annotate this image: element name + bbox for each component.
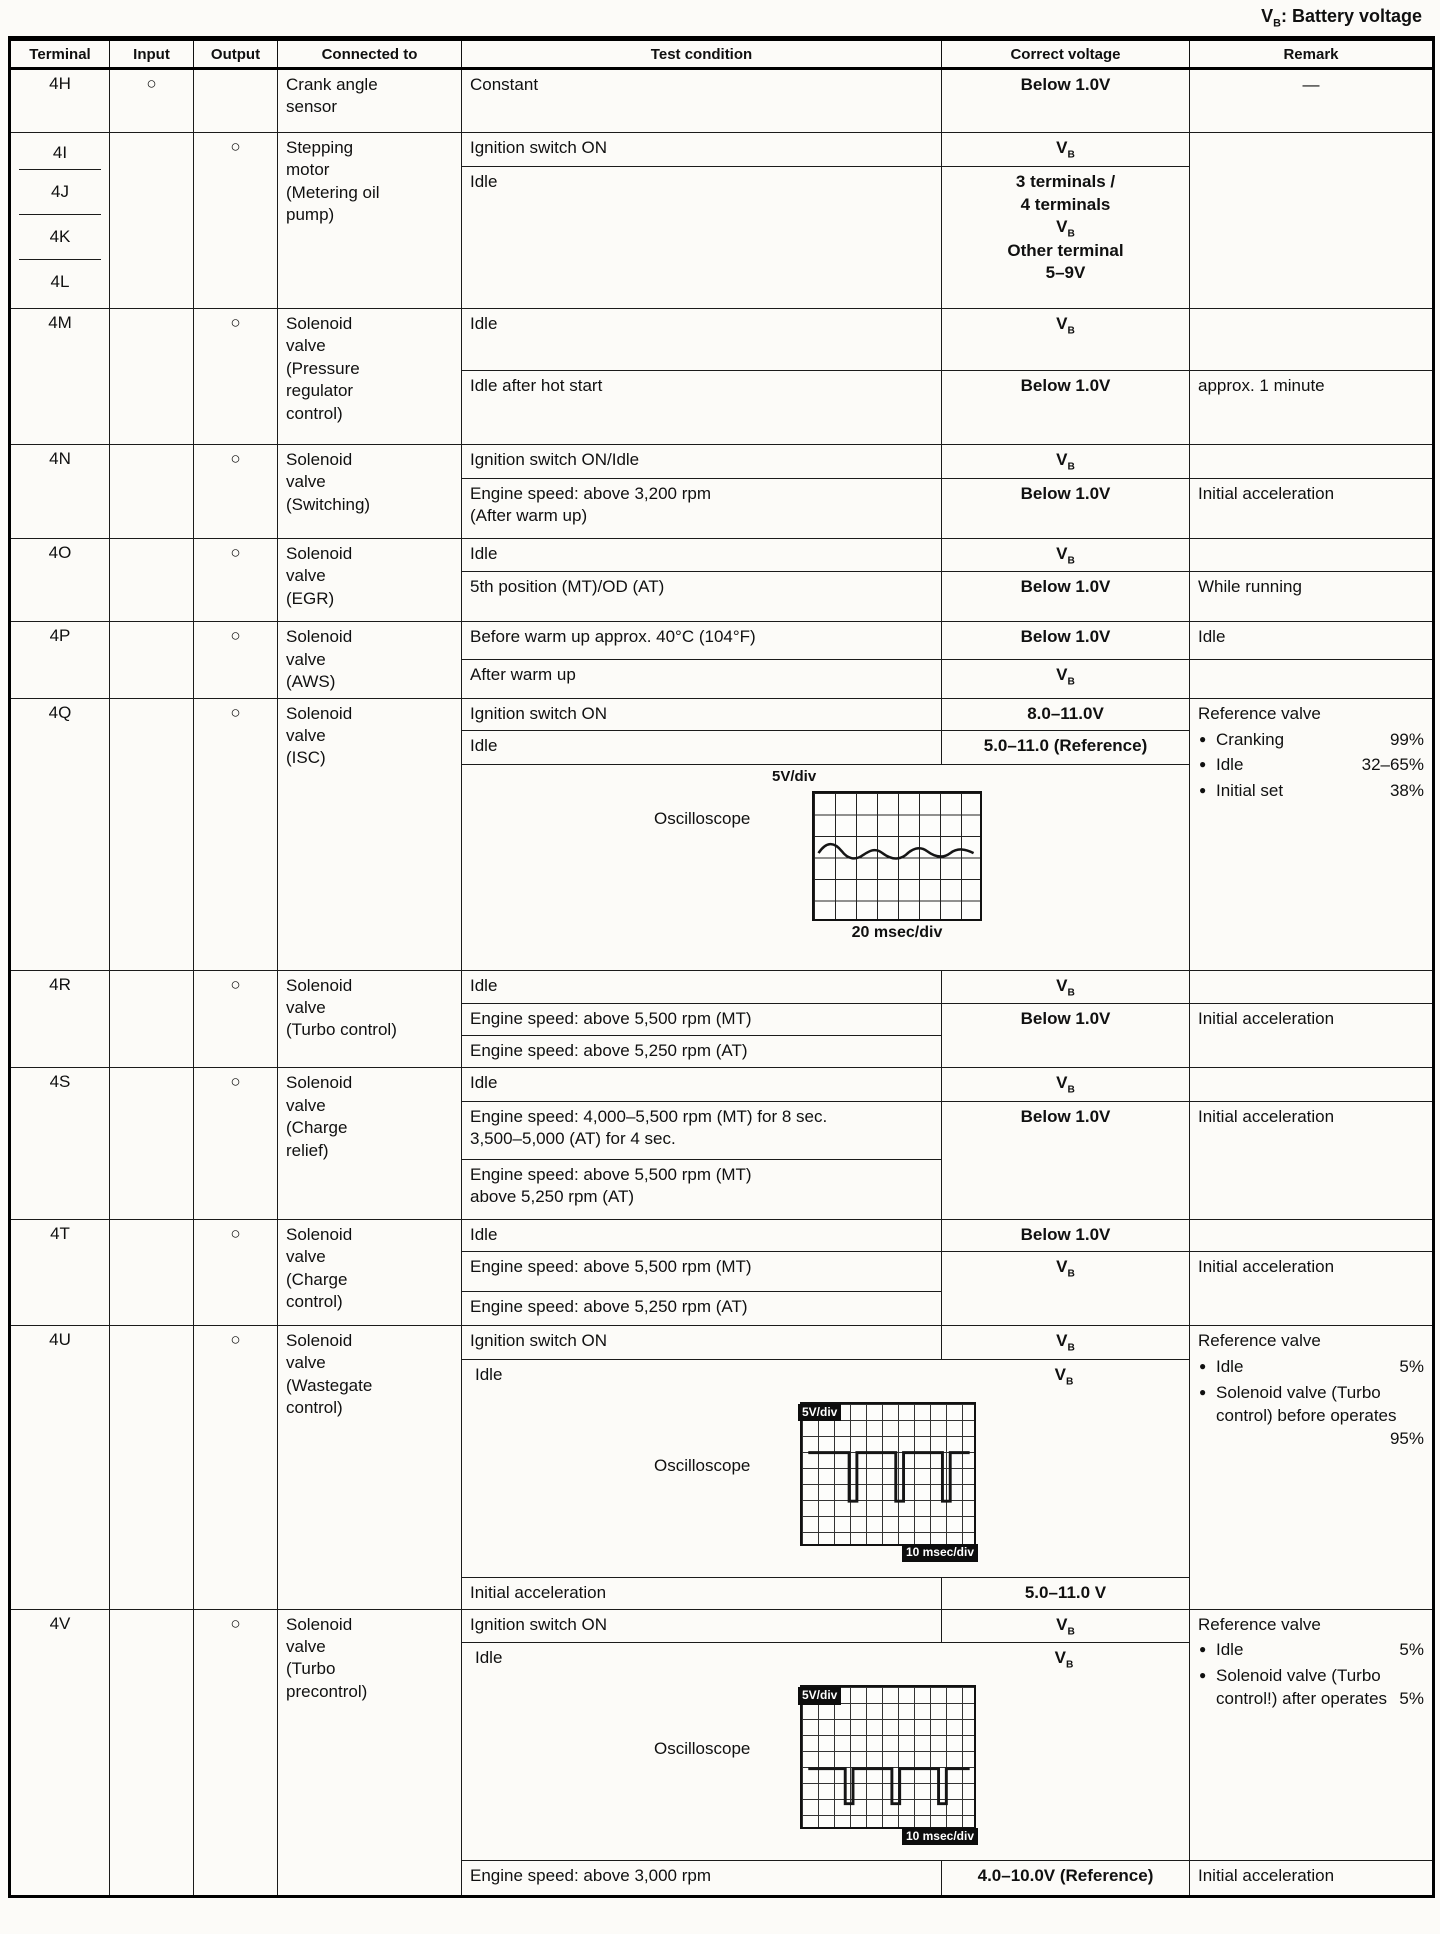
remark-4v-3: Initial acceleration: [1190, 1861, 1434, 1897]
condition-4u-3: Initial acceleration: [462, 1577, 942, 1609]
remark-item: ● Idle 32–65%: [1199, 755, 1424, 775]
voltage-4o-1: [942, 538, 1190, 572]
circle-mark-icon: ○: [230, 1329, 241, 1349]
condition-4h: Constant: [462, 69, 942, 133]
remark-4i-empty: [1190, 133, 1434, 309]
voltage-4m-1: [942, 309, 1190, 371]
col-header-terminal: Terminal: [10, 39, 110, 69]
voltage-4h: Below 1.0V: [942, 69, 1190, 133]
oscilloscope-label: Oscilloscope: [654, 808, 751, 828]
condition-4s-2: Engine speed: 4,000–5,500 rpm (MT) for 8 sec. 3,500–5,000 (AT) for 4 sec.: [462, 1101, 942, 1159]
bullet-icon: ●: [1199, 757, 1207, 772]
terminal-4i-4l: [10, 133, 110, 309]
circle-mark-icon: ○: [230, 1613, 241, 1633]
condition-4m-1: Idle: [462, 309, 942, 371]
row-4n-1: [10, 445, 1434, 479]
voltage-4v-3: 4.0–10.0V (Reference): [942, 1861, 1190, 1897]
voltage-4i-2: 3 terminals / 4 terminals $V_B$ Other terminal 5–9V: [942, 167, 1190, 309]
oscilloscope-waveform: [814, 793, 980, 919]
input-mark-4h: [110, 69, 194, 133]
connected-4r: Solenoid valve (Turbo control): [278, 970, 462, 1068]
remark-item: ● Solenoid valve (Turbo control) before operates 95%: [1199, 1382, 1424, 1448]
oscilloscope-waveform: [802, 1687, 974, 1827]
condition-4o-1: Idle: [462, 538, 942, 572]
row-4v-1: [10, 1609, 1434, 1643]
remark-4t-1-empty: [1190, 1219, 1434, 1251]
oscilloscope-row-4u: [462, 1359, 1190, 1577]
condition-4s-1: Idle: [462, 1068, 942, 1102]
remark-4n-1-empty: [1190, 445, 1434, 479]
table-header-row: [10, 39, 1434, 69]
row-4s-1: [10, 1068, 1434, 1102]
remark-4h: —: [1190, 69, 1434, 133]
voltage-4q-2: 5.0–11.0 (Reference): [942, 730, 1190, 764]
condition-4r-2: Engine speed: above 5,500 rpm (MT): [462, 1004, 942, 1036]
circle-mark-icon: ○: [230, 313, 241, 332]
condition-4q-1: Ignition switch ON: [462, 698, 942, 730]
condition-4m-2: Idle after hot start: [462, 371, 942, 445]
condition-4u-2: Idle: [475, 1364, 503, 1384]
voltage-4n-2: Below 1.0V: [942, 478, 1190, 538]
voltage-4u-2: [942, 1365, 1186, 1387]
circle-mark-icon: ○: [230, 137, 241, 156]
input-4o-empty: [110, 538, 194, 622]
connected-4i: Stepping motor (Metering oil pump): [278, 133, 462, 309]
terminal-4p: 4P: [10, 622, 110, 698]
condition-4p-2: After warm up: [462, 660, 942, 698]
col-header-input: Input: [110, 39, 194, 69]
voltage-4q-1: 8.0–11.0V: [942, 698, 1190, 730]
vb-symbol: $V_B$: [1056, 314, 1075, 337]
voltage-4s-1: [942, 1068, 1190, 1102]
output-mark-4i: [194, 133, 278, 309]
condition-4q-2: Idle: [462, 730, 942, 764]
oscilloscope-grid: [812, 791, 982, 921]
condition-4s-3: Engine speed: above 5,500 rpm (MT) above 5,250 rpm (AT): [462, 1159, 942, 1219]
vb-symbol: $V_B$: [1261, 6, 1281, 30]
connected-4p: Solenoid valve (AWS): [278, 622, 462, 698]
row-4o-1: [10, 538, 1434, 572]
row-4q-1: [10, 698, 1434, 730]
voltage-4r-1: [942, 970, 1190, 1004]
output-4h-empty: [194, 69, 278, 133]
output-mark-4o: [194, 538, 278, 622]
row-4r-1: [10, 970, 1434, 1004]
oscilloscope-display: [800, 1402, 976, 1559]
input-4v-empty: [110, 1609, 194, 1897]
output-mark-4v: [194, 1609, 278, 1897]
circle-mark-icon: ○: [230, 974, 241, 994]
voltage-4o-2: Below 1.0V: [942, 572, 1190, 622]
terminal-4h: 4H: [10, 69, 110, 133]
remark-item: ● Solenoid valve (Turbo control!) after operates 5%: [1199, 1666, 1424, 1709]
col-header-connected-to: Connected to: [278, 39, 462, 69]
terminal-4o: 4O: [10, 538, 110, 622]
remark-4t-23: Initial acceleration: [1190, 1251, 1434, 1325]
oscilloscope-label: Oscilloscope: [654, 1739, 751, 1759]
circle-mark-icon: ○: [230, 542, 241, 562]
bullet-icon: ●: [1199, 1668, 1207, 1683]
voltage-4n-1: [942, 445, 1190, 479]
voltage-4u-1: [942, 1325, 1190, 1359]
terminal-4t: 4T: [10, 1219, 110, 1325]
input-4n-empty: [110, 445, 194, 539]
input-4q-empty: [110, 698, 194, 970]
circle-mark-icon: ○: [230, 626, 241, 646]
row-4m-1: [10, 309, 1434, 371]
vb-symbol: $V_B$: [1056, 216, 1075, 240]
oscilloscope-grid: [800, 1402, 976, 1546]
terminal-4q: 4Q: [10, 698, 110, 970]
oscilloscope-grid: [800, 1685, 976, 1829]
vb-symbol: $V_B$: [1056, 1256, 1075, 1280]
remark-item: ● Idle 5%: [1199, 1356, 1424, 1376]
circle-mark-icon: ○: [230, 702, 241, 722]
volts-per-div-label: 5V/div: [798, 1404, 841, 1422]
voltage-4p-1: Below 1.0V: [942, 622, 1190, 660]
connected-4h: Crank angle sensor: [278, 69, 462, 133]
col-header-output: Output: [194, 39, 278, 69]
input-4s-empty: [110, 1068, 194, 1220]
output-mark-4s: [194, 1068, 278, 1220]
condition-4v-2: Idle: [475, 1648, 503, 1668]
output-mark-4n: [194, 445, 278, 539]
output-mark-4p: [194, 622, 278, 698]
connected-4u: Solenoid valve (Wastegate control): [278, 1325, 462, 1609]
condition-4r-3: Engine speed: above 5,250 rpm (AT): [462, 1036, 942, 1068]
voltage-4s-23: Below 1.0V: [942, 1101, 1190, 1219]
oscilloscope-display: [800, 1685, 976, 1843]
connected-4m: Solenoid valve (Pressure regulator control): [278, 309, 462, 445]
voltage-4m-2: Below 1.0V: [942, 371, 1190, 445]
volts-per-div-label: 5V/div: [772, 767, 817, 785]
row-4u-1: [10, 1325, 1434, 1359]
voltage-4t-1: Below 1.0V: [942, 1219, 1190, 1251]
voltage-4v-2: [942, 1648, 1186, 1670]
bullet-icon: ●: [1199, 731, 1207, 746]
output-mark-4m: [194, 309, 278, 445]
output-mark-4q: [194, 698, 278, 970]
output-mark-4u: [194, 1325, 278, 1609]
voltage-4u-3: 5.0–11.0 V: [942, 1577, 1190, 1609]
vb-symbol: $V_B$: [1056, 138, 1075, 161]
circle-mark-icon: ○: [230, 1072, 241, 1092]
input-4t-empty: [110, 1219, 194, 1325]
voltage-4t-23: [942, 1251, 1190, 1325]
vb-symbol: $V_B$: [1056, 543, 1075, 567]
terminal-4j: 4J: [19, 170, 101, 215]
remark-4q: Reference valve ● Cranking 99% ● Idle 32–65% ● Initial set 38%: [1190, 698, 1434, 970]
condition-4v-3: Engine speed: above 3,000 rpm: [462, 1861, 942, 1897]
circle-mark-icon: ○: [230, 1223, 241, 1243]
terminal-4u: 4U: [10, 1325, 110, 1609]
volts-per-div-label: 5V/div: [798, 1687, 841, 1705]
vb-symbol: $V_B$: [1054, 1648, 1074, 1671]
voltage-4p-2: [942, 660, 1190, 698]
oscilloscope-row-4v: [462, 1643, 1190, 1861]
battery-voltage-note: $V_B$: Battery voltage: [1261, 6, 1422, 30]
row-4h: [10, 69, 1434, 133]
condition-4t-2: Engine speed: above 5,500 rpm (MT): [462, 1251, 942, 1291]
col-header-correct-voltage: Correct voltage: [942, 39, 1190, 69]
remark-4r-23: Initial acceleration: [1190, 1004, 1434, 1068]
remark-item: ● Cranking 99%: [1199, 729, 1424, 749]
terminal-voltage-table: [8, 36, 1435, 1898]
vb-symbol: $V_B$: [1056, 665, 1075, 688]
remark-4n-2: Initial acceleration: [1190, 478, 1434, 538]
condition-4i-2: Idle: [462, 167, 942, 309]
vb-symbol: $V_B$: [1054, 1364, 1074, 1387]
remark-item: ● Initial set 38%: [1199, 781, 1424, 801]
remark-4s-1-empty: [1190, 1068, 1434, 1102]
terminal-4k: 4K: [19, 215, 101, 260]
terminal-4v: 4V: [10, 1609, 110, 1897]
condition-4i-1: Ignition switch ON: [462, 133, 942, 167]
output-mark-4r: [194, 970, 278, 1068]
oscilloscope-row-4q: [462, 764, 1190, 970]
vb-symbol: $V_B$: [1056, 450, 1075, 473]
remark-4r-1-empty: [1190, 970, 1434, 1004]
vb-symbol: $V_B$: [1056, 1614, 1075, 1637]
condition-4t-1: Idle: [462, 1219, 942, 1251]
terminal-4n: 4N: [10, 445, 110, 539]
condition-4n-1: Ignition switch ON/Idle: [462, 445, 942, 479]
vb-symbol: $V_B$: [1056, 1073, 1075, 1096]
input-4p-empty: [110, 622, 194, 698]
remark-4o-2: While running: [1190, 572, 1434, 622]
remark-4m-1-empty: [1190, 309, 1434, 371]
vb-symbol: $V_B$: [1056, 1330, 1075, 1354]
remark-4u: Reference valve ● Idle 5% ● Solenoid valve (Turbo control) before operates 95%: [1190, 1325, 1434, 1609]
output-mark-4t: [194, 1219, 278, 1325]
row-4i-1: [10, 133, 1434, 167]
condition-4v-1: Ignition switch ON: [462, 1609, 942, 1643]
terminal-4i: 4I: [19, 137, 101, 170]
bullet-icon: ●: [1199, 1384, 1207, 1399]
terminal-4l: 4L: [50, 272, 70, 291]
voltage-4v-1: [942, 1609, 1190, 1643]
input-4u-empty: [110, 1325, 194, 1609]
remark-4p-1: Idle: [1190, 622, 1434, 660]
condition-4o-2: 5th position (MT)/OD (AT): [462, 572, 942, 622]
connected-4t: Solenoid valve (Charge control): [278, 1219, 462, 1325]
remark-item: ● Idle 5%: [1199, 1640, 1424, 1660]
remark-4s-23: Initial acceleration: [1190, 1101, 1434, 1219]
remark-4m-2: approx. 1 minute: [1190, 371, 1434, 445]
col-header-test-condition: Test condition: [462, 39, 942, 69]
connected-4o: Solenoid valve (EGR): [278, 538, 462, 622]
time-per-div-label: 10 msec/div: [902, 1828, 978, 1846]
remark-4v: Reference valve ● Idle 5% ● Solenoid valve (Turbo control!) after operates 5%: [1190, 1609, 1434, 1861]
condition-4u-1: Ignition switch ON: [462, 1325, 942, 1359]
time-per-div-label: 10 msec/div: [902, 1544, 978, 1562]
input-4i-empty: [110, 133, 194, 309]
bullet-icon: ●: [1199, 1642, 1207, 1657]
circle-mark-icon: ○: [230, 449, 241, 468]
row-4t-1: [10, 1219, 1434, 1251]
row-4p-1: [10, 622, 1434, 660]
circle-mark-icon: ○: [146, 74, 157, 93]
connected-4n: Solenoid valve (Switching): [278, 445, 462, 539]
condition-4n-2: Engine speed: above 3,200 rpm (After warm up): [462, 478, 942, 538]
condition-4r-1: Idle: [462, 970, 942, 1004]
voltage-4i-1: [942, 133, 1190, 167]
oscilloscope-waveform: [802, 1404, 974, 1544]
terminal-4s: 4S: [10, 1068, 110, 1220]
bullet-icon: ●: [1199, 783, 1207, 798]
voltage-4r-23: Below 1.0V: [942, 1004, 1190, 1068]
condition-4p-1: Before warm up approx. 40°C (104°F): [462, 622, 942, 660]
remark-4p-2-empty: [1190, 660, 1434, 698]
terminal-4m: 4M: [10, 309, 110, 445]
col-header-remark: Remark: [1190, 39, 1434, 69]
oscilloscope-label: Oscilloscope: [654, 1455, 751, 1475]
bullet-icon: ●: [1199, 1358, 1207, 1373]
input-4r-empty: [110, 970, 194, 1068]
connected-4q: Solenoid valve (ISC): [278, 698, 462, 970]
oscilloscope-display: [812, 791, 982, 942]
terminal-4r: 4R: [10, 970, 110, 1068]
condition-4t-3: Engine speed: above 5,250 rpm (AT): [462, 1291, 942, 1325]
vb-symbol: $V_B$: [1056, 975, 1075, 998]
connected-4v: Solenoid valve (Turbo precontrol): [278, 1609, 462, 1897]
connected-4s: Solenoid valve (Charge relief): [278, 1068, 462, 1220]
remark-4o-1-empty: [1190, 538, 1434, 572]
time-per-div-label: 20 msec/div: [851, 923, 943, 941]
input-4m-empty: [110, 309, 194, 445]
